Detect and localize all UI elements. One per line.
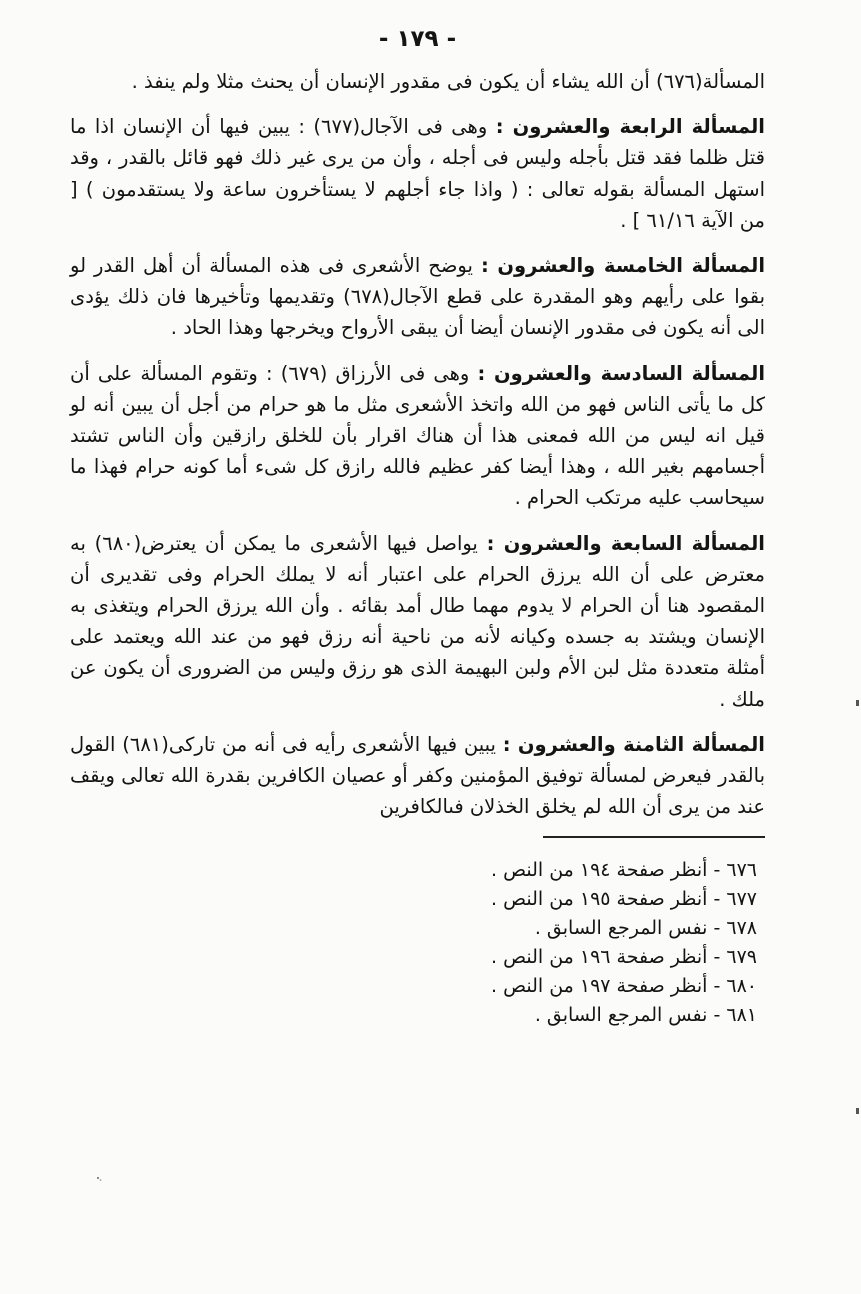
paragraph <box>70 66 765 97</box>
paragraph <box>70 111 765 236</box>
footnotes <box>70 856 765 1030</box>
section-heading: المسألة الخامسة والعشرون : <box>480 254 766 278</box>
scan-speck <box>96 1176 102 1182</box>
footnote-item: ٦٨١ - نفس المرجع السابق . <box>534 1004 757 1027</box>
page <box>70 22 765 1030</box>
footnote-item: ٦٧٧ - أنظر صفحة ١٩٥ من النص . <box>491 888 757 911</box>
section-heading: المسألة الثامنة والعشرون : <box>502 732 765 756</box>
paragraph-text: المسألة(٦٧٦) أن الله يشاء أن يكون فى مقدور الإنسان أن يحنث مثلا ولم ينفذ . <box>131 70 765 93</box>
footnote-item: ٦٧٦ - أنظر صفحة ١٩٤ من النص . <box>491 859 757 882</box>
paragraph <box>70 729 765 823</box>
paragraph-text: يواصل فيها الأشعرى ما يمكن أن يعترض(٦٨٠) به معترض على أن الله يرزق الحرام على اعتبار أنه لا يملك الحرام وفى تقديرى أن المقصود هنا أن الحرام لا يدوم مهما طال أمد بقائه . وأن الله يرزق الحرام ويتغذى به الإنسان ويشتد به جسده وكيانه لأنه من ناحية أنه رزق فهو من عند الله ويعتمد على أمثلة متعددة مثل لبن الأم ولبن البهيمة الذى هو رزق وليس من الضرورى أن يكون عن ملك . <box>70 531 765 711</box>
footnote-item: ٦٨٠ - أنظر صفحة ١٩٧ من النص . <box>491 975 757 998</box>
page-number: - ١٧٩ - <box>378 26 457 52</box>
paragraph-text: يبين فيها الأشعرى رأيه فى أنه من تاركى(٦٨١) القول بالقدر فيعرض لمسألة توفيق المؤمنين وكفر أو عصيان الكافرين بقدرة الله تعالى ويقف عند من يرى أن الله لم يخلق الخذلان فىالكافرين <box>70 732 765 819</box>
section-heading: المسألة السابعة والعشرون : <box>486 531 765 555</box>
section-heading: المسألة السادسة والعشرون : <box>477 361 765 385</box>
footnote-item: ٦٧٨ - نفس المرجع السابق . <box>534 917 757 940</box>
scan-edge-mark <box>856 1108 859 1114</box>
body-text <box>70 66 765 822</box>
section-heading: المسألة الرابعة والعشرون : <box>495 115 765 139</box>
paragraph-text: يوضح الأشعرى فى هذه المسألة أن أهل القدر لو بقوا على رأيهم وهو المقدرة على قطع الآجال(٦٧٨) وتقديمها وتأخيرها فان ذلك يؤدى الى أنه يكون فى مقدور الإنسان أيضا أن يبقى الأرواح ويخرجها وهذا الحاد . <box>70 254 766 340</box>
paragraph-text: وهى فى الآجال(٦٧٧) : يبين فيها أن الإنسان اذا ما قتل ظلما فقد قتل بأجله وليس فى أجله ، وأن من يرى غير ذلك فهو قائل بالقدر ، وقد استهل المسألة بقوله تعالى : ( واذا جاء أجلهم لا يستأخرون ساعة ولا يستقدمون ) [ من الآية ٦١/١٦ ] . <box>70 115 765 232</box>
footnote-divider <box>543 836 765 838</box>
scan-edge-mark <box>856 700 859 706</box>
paragraph <box>70 528 765 715</box>
paragraph <box>70 250 765 344</box>
paragraph <box>70 358 765 514</box>
paragraph-text: وهى فى الأرزاق (٦٧٩) : وتقوم المسألة على أن كل ما يأتى الناس فهو من الله واتخذ الأشعرى مثل ما هو حرام من أجل أن يبين أنه لو قيل انه ليس من الله فمعنى هذا أن هناك اقرار بأن للخلق رازقين وأن الناس تشتد أجسامهم بغير الله ، وهذا أيضا كفر عظيم فالله رازق كل شىء أما كونه حرام فهذا ما سيحاسب عليه مرتكب الحرام . <box>70 361 765 510</box>
footnote-item: ٦٧٩ - أنظر صفحة ١٩٦ من النص . <box>491 946 757 969</box>
